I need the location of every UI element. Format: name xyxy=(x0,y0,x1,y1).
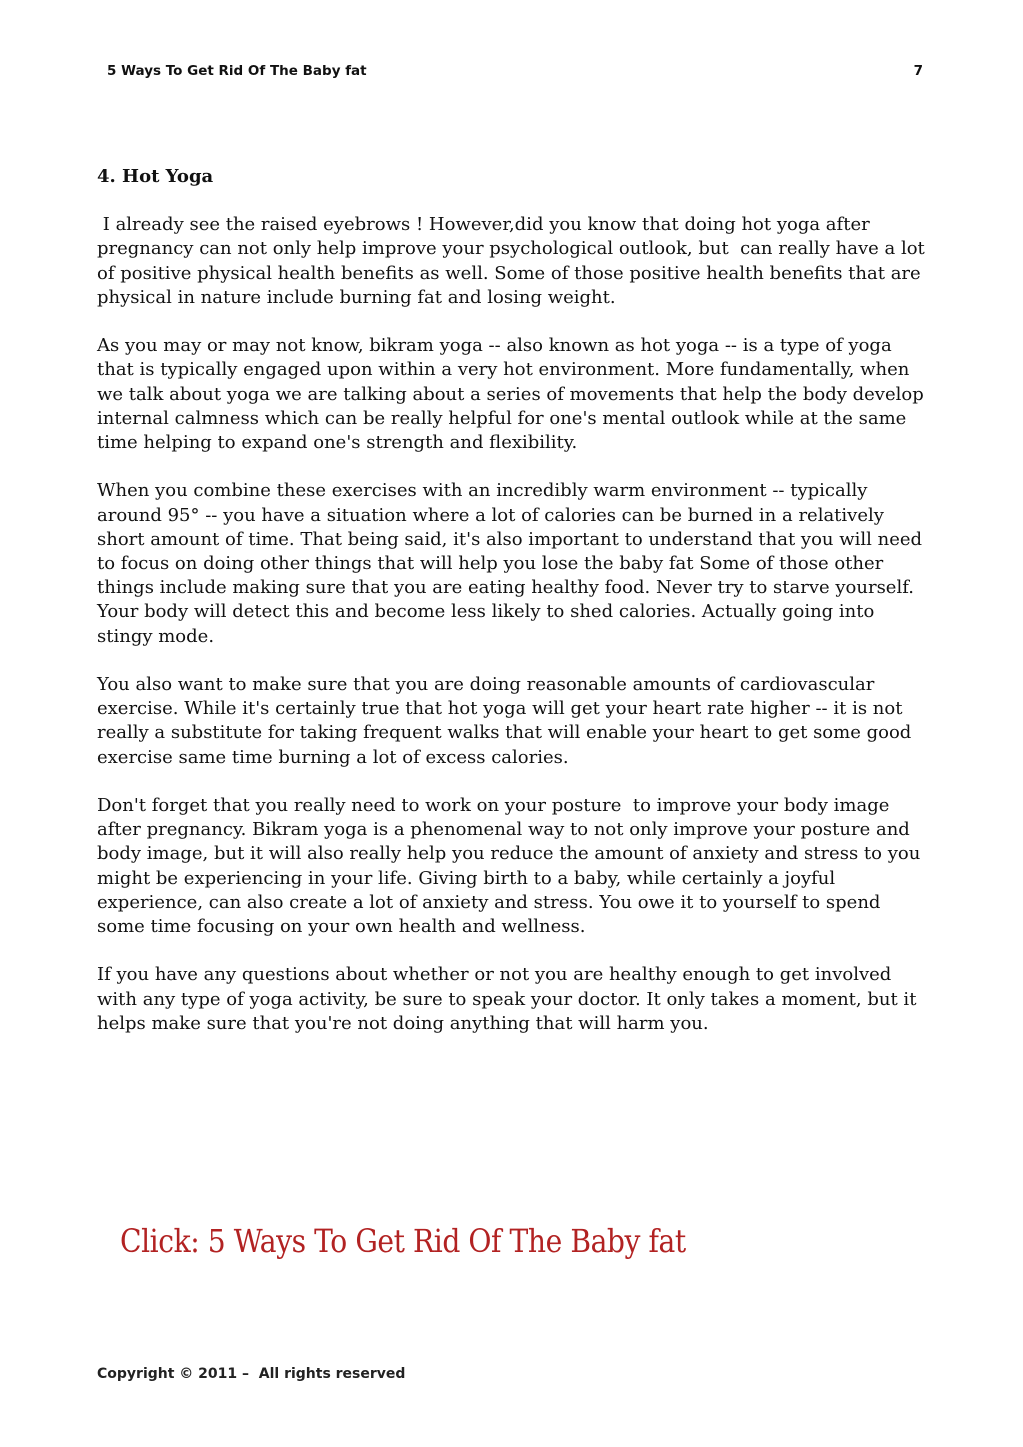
paragraph-5: Don't forget that you really need to work on your posture to improve your body image after pregnancy. Bikram yoga is a phenomenal way to not only improve your posture and body image, but it will also really help you reduce the amount of anxiety and stress to you might be experiencing in your life. Giving birth to a baby, while certainly a joyful experience, can also create a lot of anxiety and stress. You owe it to yourself to spend some time focusing on your own health and wellness. xyxy=(97,795,927,938)
page-number: 7 xyxy=(913,63,923,79)
cta-link[interactable]: Click: 5 Ways To Get Rid Of The Baby fat xyxy=(120,1222,686,1260)
copyright-footer: Copyright © 2011 – All rights reserved xyxy=(97,1366,406,1382)
document-title: 5 Ways To Get Rid Of The Baby fat xyxy=(107,63,367,79)
paragraph-1: I already see the raised eyebrows ! However,did you know that doing hot yoga after pregnancy can not only help improve your psychological outlook, but can really have a lot of positive physical health benefits as well. Some of those positive health benefits that are physical in nature include burning fat and losing weight. xyxy=(97,214,931,308)
main-content xyxy=(97,165,931,1060)
paragraph-3: When you combine these exercises with an incredibly warm environment -- typically around 95° -- you have a situation where a lot of calories can be burned in a relatively short amount of time. That being said, it's also important to understand that you will need to focus on doing other things that will help you lose the baby fat Some of those other things include making sure that you are eating healthy food. Never try to starve yourself. Your body will detect this and become less likely to shed calories. Actually going into stingy mode. xyxy=(97,480,928,647)
paragraph-6: If you have any questions about whether or not you are healthy enough to get involved with any type of yoga activity, be sure to speak your doctor. It only takes a moment, but it helps make sure that you're not doing anything that will harm you. xyxy=(97,964,923,1034)
section-heading: 4. Hot Yoga xyxy=(97,166,214,187)
page-header xyxy=(107,63,923,83)
paragraph-2: As you may or may not know, bikram yoga -- also known as hot yoga -- is a type of yoga that is typically engaged upon within a very hot environment. More fundamentally, when we talk about yoga we are talking about a series of movements that help the body develop internal calmness which can be really helpful for one's mental outlook while at the same time helping to expand one's strength and flexibility. xyxy=(97,335,930,454)
paragraph-4: You also want to make sure that you are doing reasonable amounts of cardiovascular exercise. While it's certainly true that hot yoga will get your heart rate higher -- it is not really a substitute for taking frequent walks that will enable your heart to get some good exercise same time burning a lot of excess calories. xyxy=(97,674,918,768)
